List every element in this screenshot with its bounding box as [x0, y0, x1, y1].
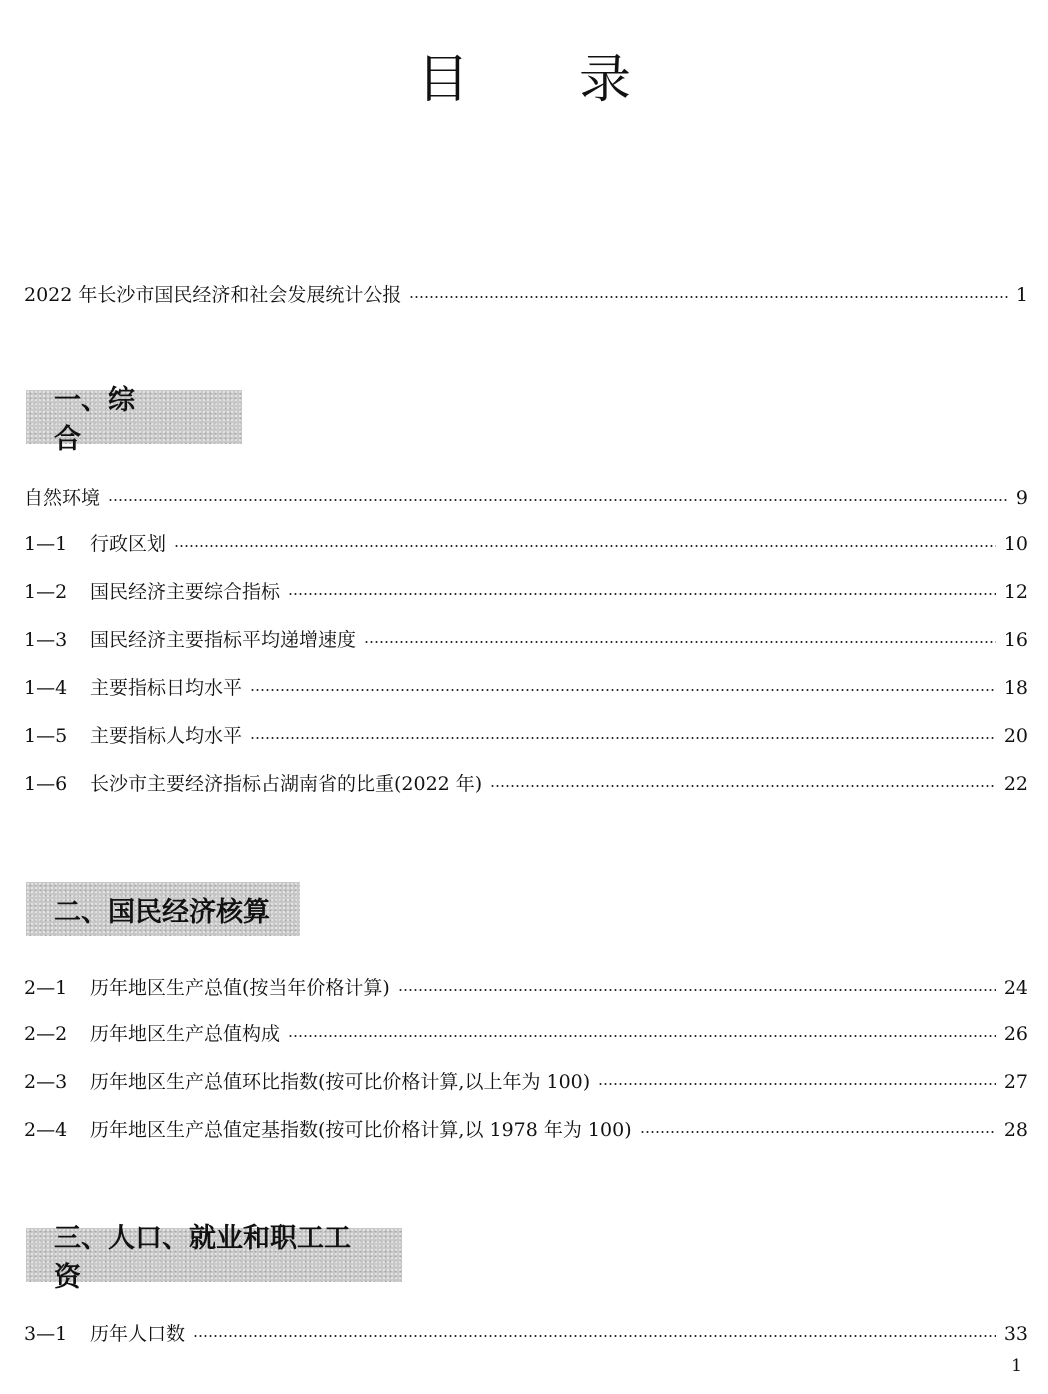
toc-entry-number: 2—1	[24, 977, 68, 999]
toc-entry[interactable]	[24, 624, 1028, 656]
section-heading-general: 一、综 合	[26, 390, 242, 444]
leader-dots	[174, 545, 996, 547]
toc-entry[interactable]	[24, 1018, 1028, 1050]
toc-entry-page: 27	[1003, 1071, 1028, 1093]
toc-entry-page: 1	[1015, 284, 1028, 306]
toc-entry-number: 1—3	[24, 629, 68, 651]
toc-entry-label: 历年地区生产总值(按当年价格计算)	[90, 977, 390, 999]
toc-entry-number: 1—4	[24, 677, 68, 699]
toc-entry-page: 18	[1003, 677, 1028, 699]
toc-entry-number: 1—1	[24, 533, 68, 555]
toc-entry[interactable]	[24, 1318, 1028, 1350]
footer-page-number: 1	[1011, 1356, 1022, 1376]
toc-entry-number: 2—4	[24, 1119, 68, 1141]
toc-entry-page: 24	[1003, 977, 1028, 999]
toc-entry-page: 10	[1003, 533, 1028, 555]
toc-entry-page: 12	[1003, 581, 1028, 603]
toc-entry[interactable]	[24, 720, 1028, 752]
page-title-char-1: 目	[416, 50, 469, 110]
leader-dots	[409, 296, 1008, 298]
toc-entry-label: 历年人口数	[90, 1323, 186, 1345]
leader-dots	[193, 1335, 996, 1337]
section-heading-population-employment-wages: 三、人口、就业和职工工资	[26, 1228, 402, 1282]
toc-entry-label: 主要指标人均水平	[90, 725, 243, 747]
leader-dots	[108, 499, 1008, 501]
toc-entry-label: 2022 年长沙市国民经济和社会发展统计公报	[24, 284, 402, 306]
page-title-char-2: 录	[579, 50, 632, 110]
toc-entry-number: 1—5	[24, 725, 68, 747]
toc-entry-number: 2—3	[24, 1071, 68, 1093]
toc-entry[interactable]	[24, 1066, 1028, 1098]
leader-dots	[288, 593, 996, 595]
toc-entry[interactable]	[24, 482, 1028, 514]
toc-entry-number: 3—1	[24, 1323, 68, 1345]
toc-entry-page: 9	[1015, 487, 1028, 509]
toc-entry[interactable]	[24, 576, 1028, 608]
toc-entry-page: 16	[1003, 629, 1028, 651]
toc-entry-label: 自然环境	[24, 487, 101, 509]
leader-dots	[364, 641, 996, 643]
toc-entry-page: 26	[1003, 1023, 1028, 1045]
toc-entry[interactable]	[24, 528, 1028, 560]
toc-entry-bulletin[interactable]	[24, 279, 1028, 311]
toc-entry-label: 行政区划	[90, 533, 167, 555]
toc-entry[interactable]	[24, 768, 1028, 800]
leader-dots	[640, 1131, 996, 1133]
toc-entry-number: 2—2	[24, 1023, 68, 1045]
toc-entry-label: 长沙市主要经济指标占湖南省的比重(2022 年)	[90, 773, 483, 795]
toc-entry-label: 国民经济主要综合指标	[90, 581, 281, 603]
toc-entry-label: 历年地区生产总值构成	[90, 1023, 281, 1045]
toc-entry-label: 主要指标日均水平	[90, 677, 243, 699]
section-heading-national-accounts: 二、国民经济核算	[26, 882, 300, 936]
leader-dots	[288, 1035, 996, 1037]
toc-entry-label: 国民经济主要指标平均递增速度	[90, 629, 357, 651]
leader-dots	[250, 737, 996, 739]
leader-dots	[398, 989, 996, 991]
page-title	[0, 48, 1048, 112]
toc-entry-number: 1—2	[24, 581, 68, 603]
toc-entry-page: 20	[1003, 725, 1028, 747]
leader-dots	[598, 1083, 996, 1085]
toc-entry[interactable]	[24, 672, 1028, 704]
toc-entry-number: 1—6	[24, 773, 68, 795]
toc-entry-label: 历年地区生产总值定基指数(按可比价格计算,以 1978 年为 100)	[90, 1119, 632, 1141]
toc-entry-page: 33	[1003, 1323, 1028, 1345]
leader-dots	[490, 785, 996, 787]
toc-entry-page: 22	[1003, 773, 1028, 795]
toc-entry[interactable]	[24, 1114, 1028, 1146]
leader-dots	[250, 689, 996, 691]
toc-entry-label: 历年地区生产总值环比指数(按可比价格计算,以上年为 100)	[90, 1071, 591, 1093]
toc-entry[interactable]	[24, 972, 1028, 1004]
toc-entry-page: 28	[1003, 1119, 1028, 1141]
